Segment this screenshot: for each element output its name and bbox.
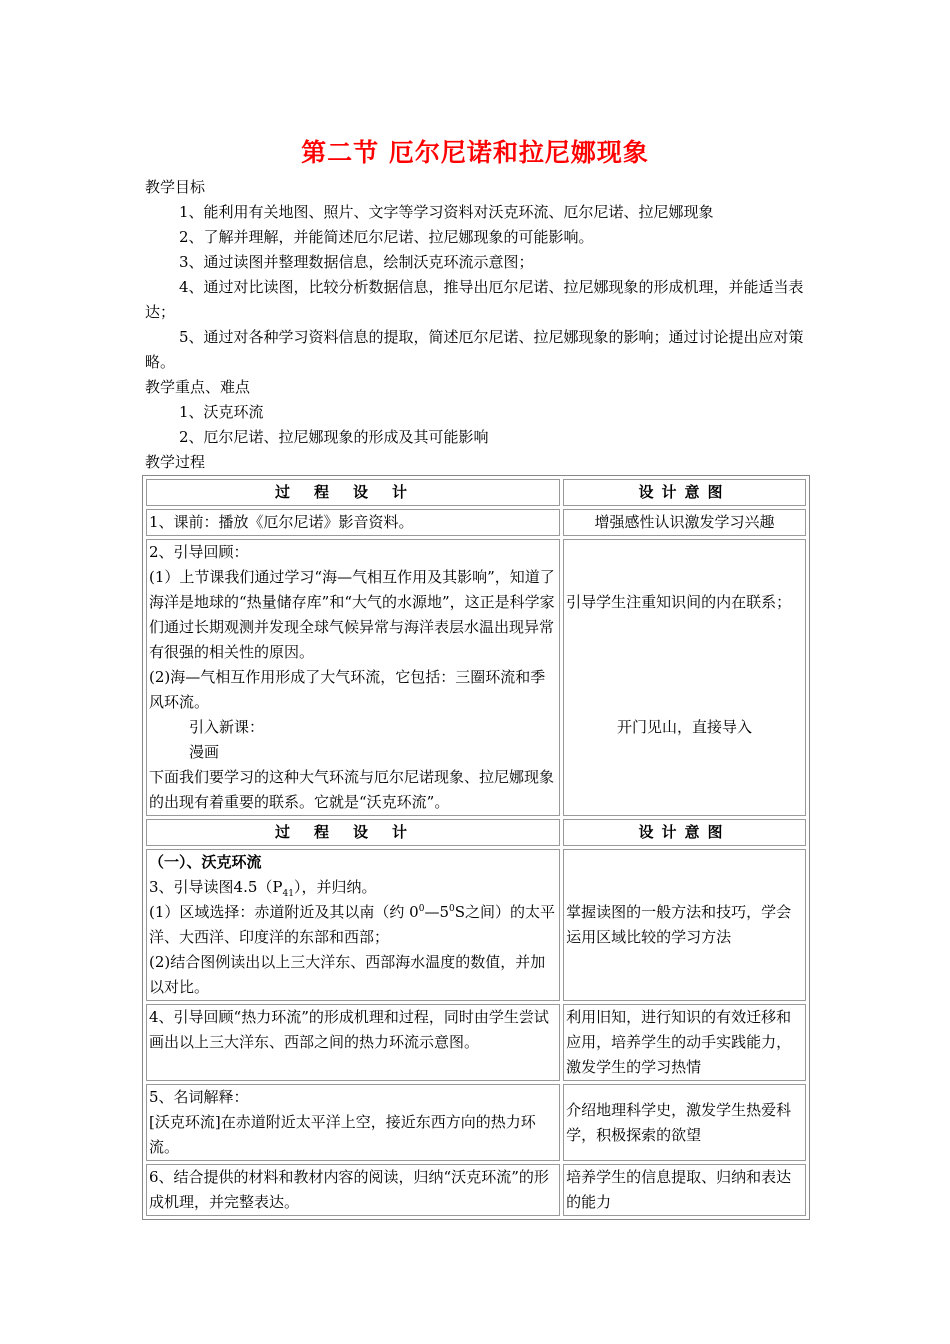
goal-item: 2、了解并理解，并能简述厄尔尼诺、拉尼娜现象的可能影响。 bbox=[179, 228, 594, 246]
table-row bbox=[146, 1084, 806, 1161]
document-body bbox=[145, 175, 810, 475]
row2-intent-top: 引导学生注重知识间的内在联系； bbox=[566, 593, 792, 611]
row1-intent: 增强感性认识激发学习兴趣 bbox=[563, 509, 806, 536]
row5-line: 5、名词解释： bbox=[149, 1088, 249, 1106]
row3-process bbox=[146, 849, 560, 1001]
goals-heading: 教学目标 bbox=[145, 178, 206, 196]
row5-line: [沃克环流]在赤道附近太平洋上空，接近东西方向的热力环流。 bbox=[149, 1113, 536, 1156]
row2-closing: 下面我们要学习的这种大气环流与厄尔尼诺现象、拉尼娜现象的出现有着重要的联系。它就是“沃克环流”。 bbox=[149, 768, 555, 811]
row6-process: 6、结合提供的材料和教材内容的阅读，归纳“沃克环流”的形成机理，并完整表达。 bbox=[146, 1164, 560, 1216]
col-header-process: 过程设计 bbox=[146, 819, 560, 846]
section-heading: （一）、沃克环流 bbox=[149, 853, 262, 871]
row1-process: 1、课前：播放《厄尔尼诺》影音资料。 bbox=[146, 509, 560, 536]
row4-intent: 利用旧知，进行知识的有效迁移和应用，培养学生的动手实践能力，激发学生的学习热情 bbox=[563, 1004, 806, 1081]
goal-item: 1、能利用有关地图、照片、文字等学习资料对沃克环流、厄尔尼诺、拉尼娜现象 bbox=[179, 203, 714, 221]
row2-intro: 引入新课： bbox=[189, 718, 265, 736]
table-row bbox=[146, 1164, 806, 1216]
row3-intent: 掌握读图的一般方法和技巧，学会运用区域比较的学习方法 bbox=[563, 849, 806, 1001]
row2-intent-bottom: 开门见山，直接导入 bbox=[617, 718, 753, 736]
col-header-intent: 设计意图 bbox=[563, 819, 806, 846]
goal-item: 4、通过对比读图，比较分析数据信息，推导出厄尔尼诺、拉尼娜现象的形成机理，并能适当表达； bbox=[145, 278, 804, 321]
key-points-heading: 教学重点、难点 bbox=[145, 378, 251, 396]
table-row bbox=[146, 509, 806, 536]
row5-intent: 介绍地理科学史，激发学生热爱科学，积极探索的欲望 bbox=[563, 1084, 806, 1161]
table-row bbox=[146, 539, 806, 816]
table-row bbox=[146, 849, 806, 1001]
col-header-process: 过程设计 bbox=[146, 479, 560, 506]
row2-line: 2、引导回顾： bbox=[149, 543, 249, 561]
row2-process bbox=[146, 539, 560, 816]
row6-intent: 培养学生的信息提取、归纳和表达的能力 bbox=[563, 1164, 806, 1216]
row5-process bbox=[146, 1084, 560, 1161]
row2-comic: 漫画 bbox=[189, 743, 220, 761]
table-row bbox=[146, 1004, 806, 1081]
table-header-row bbox=[146, 819, 806, 846]
row2-line: (2)海—气相互作用形成了大气环流，它包括：三圈环流和季风环流。 bbox=[149, 668, 546, 711]
row3-line: 3、引导读图$4.5(P_{41})$，并归纳。 bbox=[149, 878, 377, 899]
goal-item: 3、通过读图并整理数据信息，绘制沃克环流示意图； bbox=[179, 253, 534, 271]
process-heading: 教学过程 bbox=[145, 453, 206, 471]
row3-line: (1）区域选择：赤道附近及其以南（约 $0^0—5^0S$之间）的太平洋、大西洋、印度洋的东部和西部； bbox=[149, 903, 556, 946]
key-point-item: 1、沃克环流 bbox=[179, 403, 264, 421]
goal-item: 5、通过对各种学习资料信息的提取，简述厄尔尼诺、拉尼娜现象的影响；通过讨论提出应对策略。 bbox=[145, 328, 804, 371]
process-table bbox=[142, 475, 810, 1220]
document-title: 第二节 厄尔尼诺和拉尼娜现象 bbox=[301, 138, 649, 167]
col-header-intent: 设计意图 bbox=[563, 479, 806, 506]
key-point-item: 2、厄尔尼诺、拉尼娜现象的形成及其可能影响 bbox=[179, 428, 489, 446]
row4-process: 4、引导回顾“热力环流”的形成机理和过程，同时由学生尝试画出以上三大洋东、西部之间的热力环流示意图。 bbox=[146, 1004, 560, 1081]
row3-line: (2)结合图例读出以上三大洋东、西部海水温度的数值，并加以对比。 bbox=[149, 953, 546, 996]
row2-line: (1）上节课我们通过学习“海—气相互作用及其影响”，知道了海洋是地球的“热量储存库”和“大气的水源地”，这正是科学家们通过长期观测并发现全球气候异常与海洋表层水温出现异常有很强的相关性的原因。 bbox=[149, 568, 555, 661]
row2-intent bbox=[563, 539, 806, 816]
table-header-row bbox=[146, 479, 806, 506]
